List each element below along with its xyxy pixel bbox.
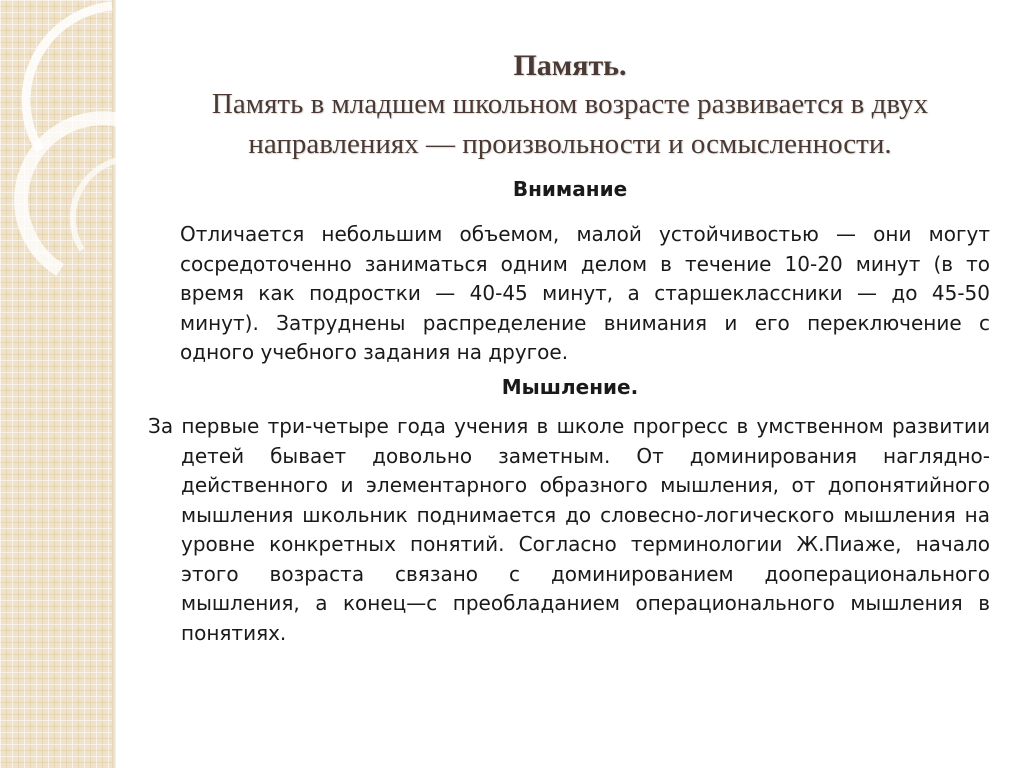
section-text-attention: Отличается небольшим объемом, малой устойчивостью — они могут сосредоточенно заниматься одним делом в течение 10-20 минут (в то время как подростки — 40-45 минут, а старшеклассники — до 45-50 минут). Затруднены распределение внимания и его переключение с одного учебного задания на другое. — [180, 222, 990, 364]
section-heading-attention: Внимание — [512, 177, 628, 201]
decorative-arc-inner — [73, 160, 118, 250]
decorative-rings — [0, 0, 130, 330]
section-heading-thinking: Мышление. — [501, 375, 639, 399]
slide-title-block — [140, 48, 1000, 164]
slide-title: Память. — [513, 49, 627, 82]
slide-subtitle: Память в младшем школьном возрасте развивается в двух направлениях — произвольности и осмысленности. — [211, 88, 929, 160]
section-text-thinking: За первые три-четыре года учения в школе прогресс в умственном развитии детей бывает довольно заметным. От доминирования наглядно-действенного и элементарного образного мышления, от допонятийного мышления школьник поднимается до словесно-логического мышления на уровне конкретных понятий. Согласно терминологии Ж.Пиаже, начало этого возраста связано с доминированием дооперационального мышления, а конец—с преобладанием операционального мышления в понятиях. — [148, 414, 990, 645]
